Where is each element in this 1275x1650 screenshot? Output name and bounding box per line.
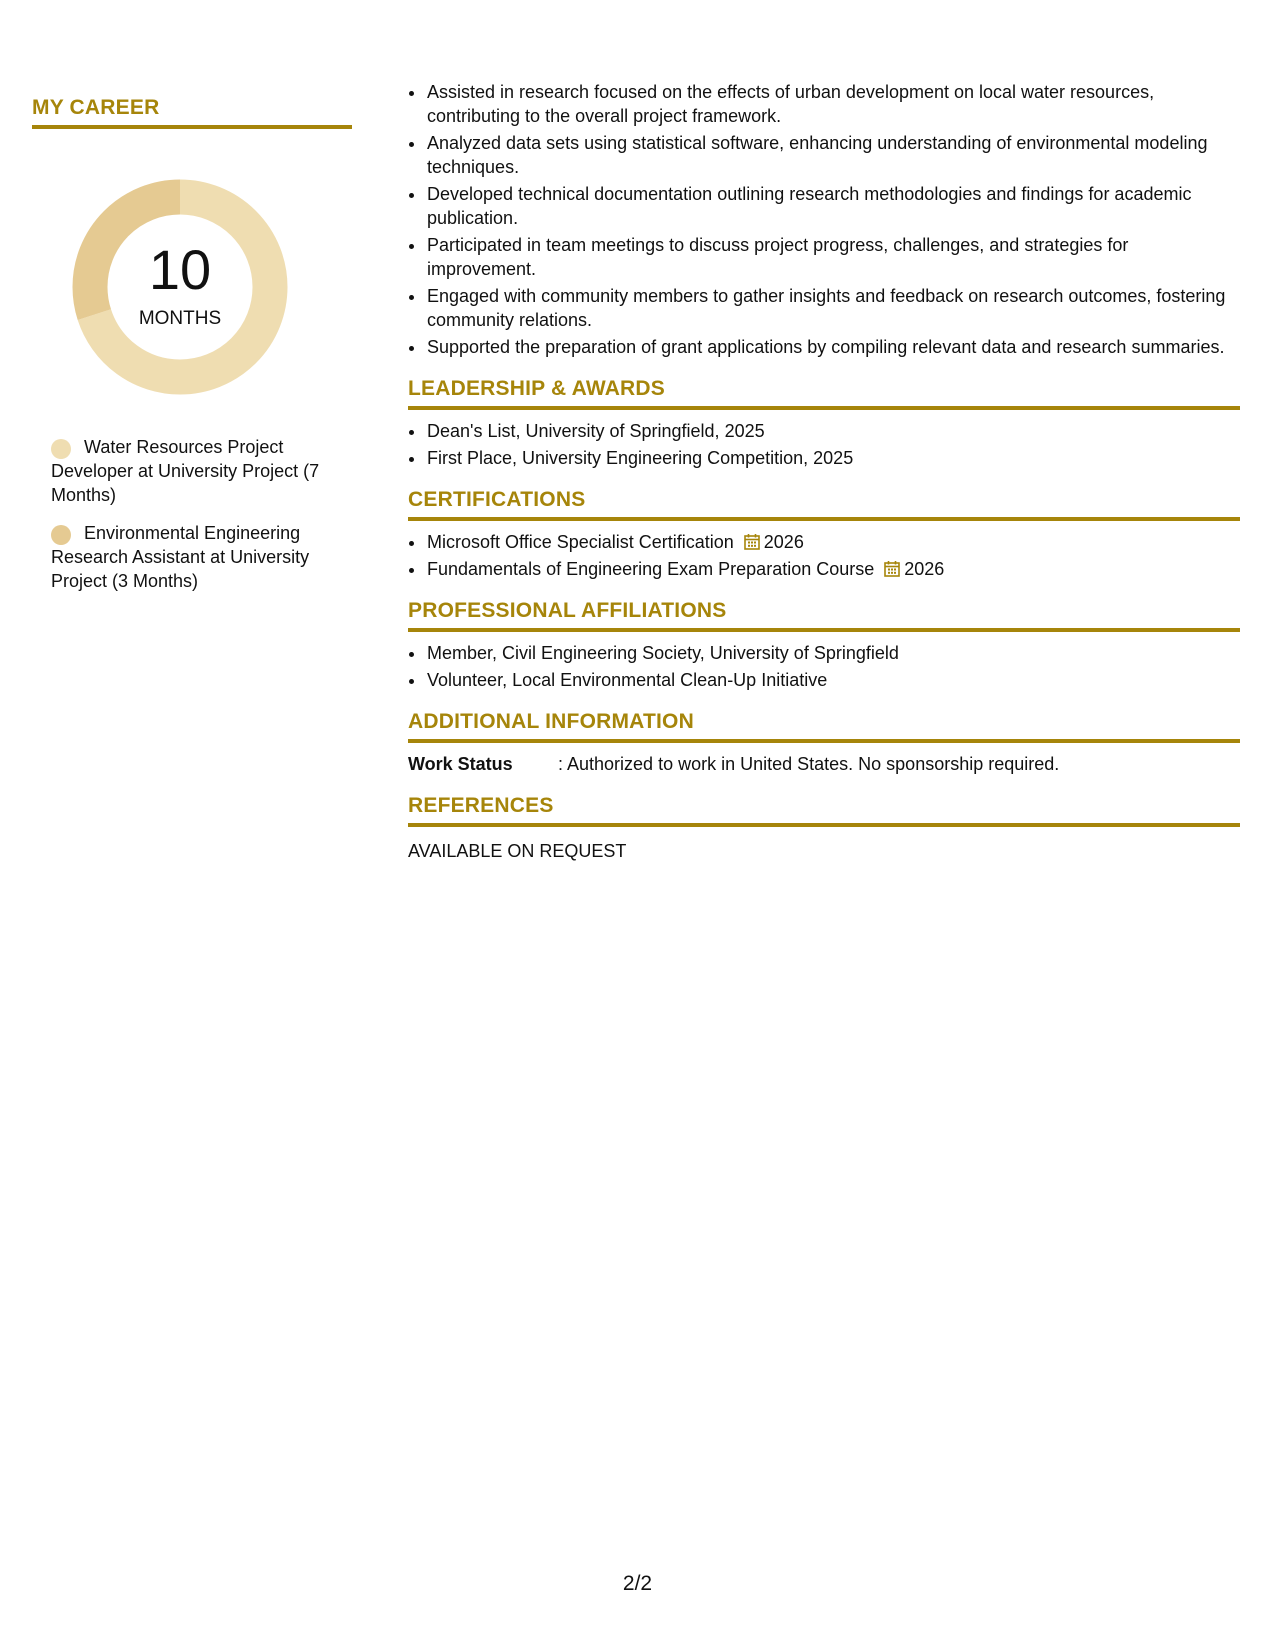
- legend-label: Environmental Engineering Research Assistant at University Project (3 Months): [51, 523, 310, 591]
- legend-dot: [51, 439, 71, 459]
- affiliation-item: • Volunteer, Local Environmental Clean-Up Initiative: [426, 668, 1240, 692]
- certification-item: [426, 530, 1240, 554]
- experience-bullet-list: [408, 80, 1240, 359]
- affiliations-list: [408, 641, 1240, 692]
- affiliations-section: [408, 599, 1240, 692]
- experience-bullet: • Analyzed data sets using statistical software, enhancing understanding of environmental modeling techniques.: [426, 131, 1240, 179]
- leadership-item: • Dean's List, University of Springfield, 2025: [426, 419, 1240, 443]
- references-section: [408, 794, 1240, 863]
- work-status-label: Work Status: [408, 754, 513, 774]
- legend-label: Water Resources Project Developer at University Project (7 Months): [51, 437, 320, 505]
- legend-item: [51, 435, 331, 507]
- experience-bullet: • Developed technical documentation outlining research methodologies and findings for academic publication.: [426, 182, 1240, 230]
- main-content: [408, 80, 1240, 863]
- certification-name: Microsoft Office Specialist Certification: [427, 532, 734, 552]
- legend-item: [51, 521, 331, 593]
- certification-year: 2026: [904, 559, 945, 579]
- total-months-unit: MONTHS: [138, 308, 222, 329]
- work-status-value: : Authorized to work in United States. No sponsorship required.: [558, 754, 1060, 774]
- certifications-section: [408, 488, 1240, 581]
- references-title: REFERENCES: [408, 794, 1240, 827]
- career-title: MY CAREER: [32, 96, 352, 129]
- references-text: AVAILABLE ON REQUEST: [408, 841, 627, 861]
- leadership-title: LEADERSHIP & AWARDS: [408, 377, 1240, 410]
- leadership-item: • First Place, University Engineering Competition, 2025: [426, 446, 1240, 470]
- career-donut-chart: [65, 172, 295, 402]
- work-status-row: [408, 752, 1240, 776]
- certifications-title: CERTIFICATIONS: [408, 488, 1240, 521]
- career-legend: [51, 435, 331, 593]
- experience-bullet: • Assisted in research focused on the effects of urban development on local water resources, contributing to the overall project framework.: [426, 80, 1240, 128]
- affiliations-title: PROFESSIONAL AFFILIATIONS: [408, 599, 1240, 632]
- leadership-section: [408, 377, 1240, 470]
- certification-name: Fundamentals of Engineering Exam Preparation Course: [427, 559, 875, 579]
- affiliation-item: • Member, Civil Engineering Society, University of Springfield: [426, 641, 1240, 665]
- experience-bullet: • Participated in team meetings to discuss project progress, challenges, and strategies for improvement.: [426, 233, 1240, 281]
- additional-info-section: [408, 710, 1240, 776]
- experience-bullet: • Engaged with community members to gather insights and feedback on research outcomes, fostering community relations.: [426, 284, 1240, 332]
- calendar-icon: [744, 533, 760, 550]
- leadership-list: [408, 419, 1240, 470]
- career-sidebar: [32, 96, 352, 607]
- certification-item: [426, 557, 1240, 581]
- additional-info-title: ADDITIONAL INFORMATION: [408, 710, 1240, 743]
- experience-bullet: • Supported the preparation of grant applications by compiling relevant data and research summaries.: [426, 335, 1240, 359]
- calendar-icon: [884, 560, 900, 577]
- page-number: 2/2: [622, 1572, 653, 1595]
- legend-dot: [51, 525, 71, 545]
- total-months-value: 10: [148, 238, 212, 301]
- certifications-list: [408, 530, 1240, 581]
- certification-year: 2026: [763, 532, 804, 552]
